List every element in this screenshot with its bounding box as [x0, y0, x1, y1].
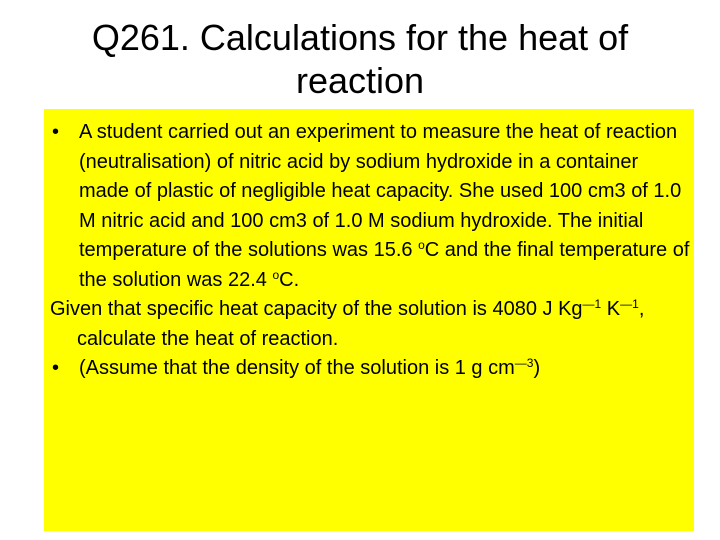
paragraph-given: Given that specific heat capacity of the solution is 4080 J $Kg^{—1}$ $K^{—1}$, calculate the heat of reaction. [50, 297, 645, 350]
slide-title-line-1: Q261. Calculations for the heat of [91, 17, 629, 58]
bullet-assumption: • (Assume that the density of the solution is 1 g $cm^{—3}$) [52, 354, 692, 384]
bullet-marker: • [52, 357, 60, 379]
slide-title [20, 16, 700, 102]
bullet-experiment: • A student carried out an experiment to measure the heat of reaction (neutralisation) of nitric acid by sodium hydroxide in a container made of plastic of negligible heat capacity. She used 100 cm3 of 1.0 M nitric acid and 100 cm3 of 1.0 M sodium hydroxide. The initial temperature of the solutions was 15.6 $^o$C and the final temperature of the solution was 22.4 $^o$C. [52, 118, 692, 295]
bullet-marker: • [52, 121, 60, 143]
slide-body [52, 118, 692, 384]
slide-title-line-2: reaction [295, 60, 425, 101]
